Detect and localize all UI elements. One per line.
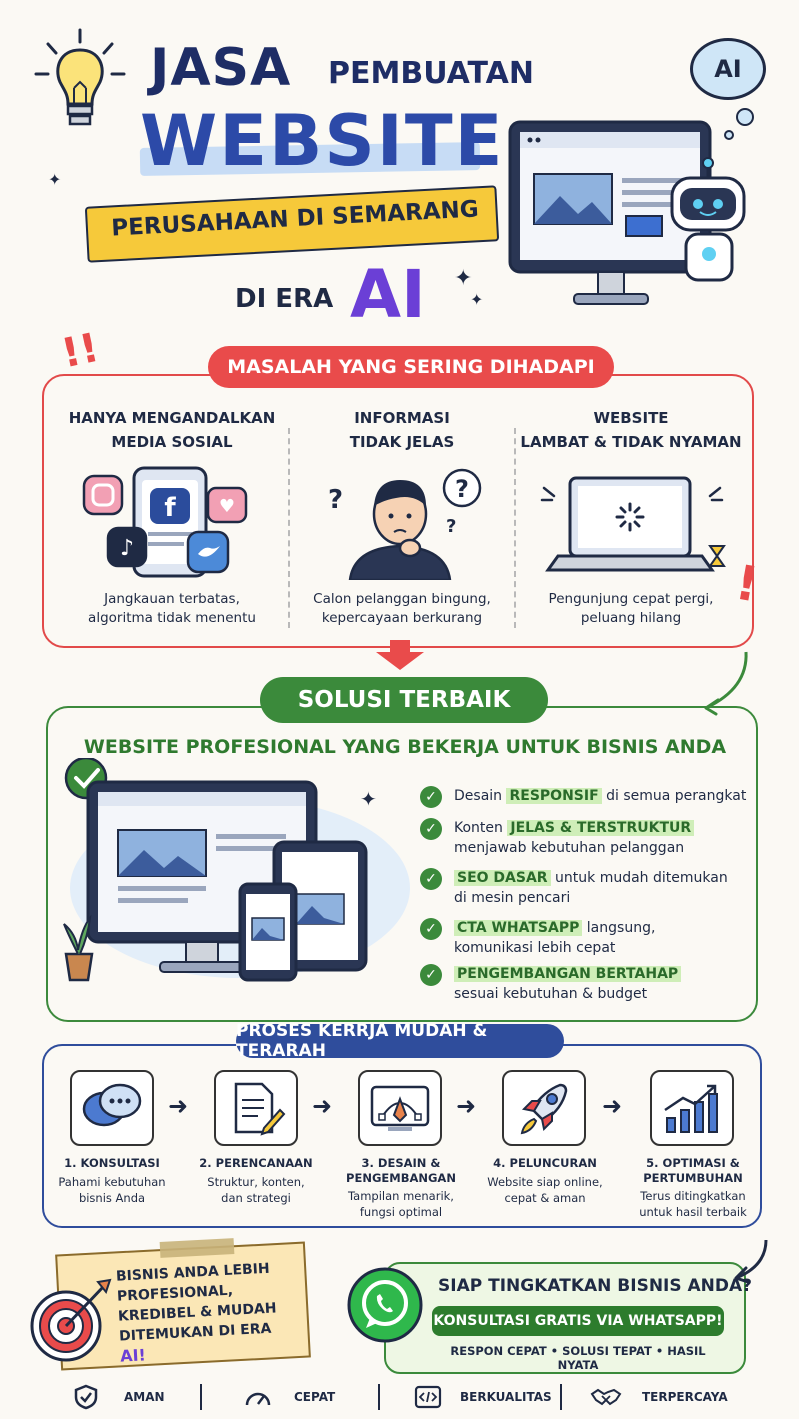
problem-2-title: [296, 406, 508, 454]
feature-2-pre: Konten: [454, 820, 508, 836]
alert-mark: !: [731, 554, 763, 614]
cta-question: SIAP TINGKATKAN BISNIS ANDA?: [438, 1276, 753, 1296]
feature-3-post: untuk mudah ditemukan: [550, 870, 728, 886]
check-icon: ✓: [420, 786, 442, 808]
lightbulb-icon: [30, 28, 130, 138]
note-line2: PROFESIONAL,: [116, 1282, 234, 1305]
handshake-icon: [590, 1386, 622, 1408]
code-icon: [414, 1385, 442, 1409]
feature-2-line2: menjawab kebutuhan pelanggan: [454, 840, 685, 856]
target-icon: [26, 1276, 118, 1368]
document-pencil-icon: [226, 1080, 286, 1136]
feature-1-post: di semua perangkat: [601, 788, 747, 804]
feature-3-line2: di mesin pencari: [454, 890, 571, 906]
step-3-desc-line1: Tampilan menarik,: [348, 1189, 454, 1203]
feature-item: [420, 818, 750, 858]
problems-divider: [514, 428, 516, 628]
footer-aman: AMAN: [124, 1390, 165, 1404]
solution-subtitle: WEBSITE PROFESIONAL YANG BEKERJA UNTUK BISNIS ANDA: [83, 736, 727, 758]
sparkle-icon: ✦: [470, 290, 484, 309]
svg-text:♪: ♪: [119, 536, 135, 561]
problem-1-title-line1: HANYA MENGANDALKAN: [68, 409, 276, 427]
svg-text:✦: ✦: [360, 787, 377, 811]
problem-2-desc-line1: Calon pelanggan bingung,: [313, 591, 491, 607]
problems-divider: [288, 428, 290, 628]
step-3-desc: [336, 1188, 466, 1220]
title-website: WEBSITE: [140, 100, 505, 182]
note-text: [115, 1257, 300, 1367]
down-arrow-icon: [372, 640, 428, 670]
step-1-desc-line2: bisnis Anda: [78, 1191, 146, 1205]
problem-1-desc-line1: Jangkauan terbatas,: [104, 591, 240, 607]
footer-divider: [200, 1384, 202, 1410]
step-5-desc-line2: untuk hasil terbaik: [639, 1205, 747, 1219]
rocket-icon: [516, 1079, 572, 1137]
svg-text:?: ?: [446, 516, 457, 537]
feature-item: [420, 868, 750, 908]
check-icon: ✓: [420, 818, 442, 840]
title-pembuatan: PEMBUATAN: [328, 56, 534, 91]
feature-1-pre: Desain: [454, 788, 507, 804]
title-jasa: JASA: [150, 38, 292, 98]
feature-4-line2: komunikasi lebih cepat: [454, 940, 616, 956]
arrow-right-icon: ➜: [602, 1092, 623, 1120]
check-icon: ✓: [420, 868, 442, 890]
feature-item: [420, 964, 750, 1004]
step-5-title-line2: PERTUMBUHAN: [643, 1171, 743, 1185]
step-2-icon-box: [214, 1070, 298, 1146]
step-3-title: [336, 1156, 466, 1186]
problem-1-title-line2: MEDIA SOSIAL: [111, 433, 233, 451]
problem-3-title: [520, 406, 742, 454]
check-icon: ✓: [420, 918, 442, 940]
feature-1-highlight: RESPONSIF: [506, 788, 601, 804]
feature-5-line2: sesuai kebutuhan & budget: [454, 986, 648, 1002]
feature-5-highlight: PENGEMBANGAN BERTAHAP: [454, 966, 681, 982]
step-3-title-line1: 3. DESAIN &: [361, 1156, 441, 1170]
step-5-title: [628, 1156, 758, 1186]
feature-3-highlight: SEO DASAR: [454, 870, 551, 886]
footer-terpercaya: TERPERCAYA: [642, 1390, 728, 1404]
note-line4: DITEMUKAN DI ERA: [118, 1320, 272, 1345]
step-1-desc-line1: Pahami kebutuhan: [58, 1175, 166, 1189]
step-5-icon-box: [650, 1070, 734, 1146]
footer-cepat: CEPAT: [294, 1390, 336, 1404]
slow-laptop-icon: [540, 470, 730, 580]
feature-item: [420, 786, 750, 806]
feature-item: [420, 918, 750, 958]
step-2-title-line1: 2. PERENCANAAN: [199, 1156, 313, 1170]
step-3-icon-box: [358, 1070, 442, 1146]
ai-speech-bubble: [690, 38, 766, 100]
responsive-devices-illustration: [60, 758, 410, 986]
confused-person-icon: [320, 466, 484, 580]
footer-item: [414, 1380, 552, 1414]
growth-chart-icon: [661, 1080, 723, 1136]
svg-text:f: f: [164, 493, 176, 523]
step-2-desc-line2: dan strategi: [221, 1191, 291, 1205]
sparkle-icon: ✦: [48, 170, 62, 189]
problem-2-desc: [296, 590, 508, 628]
feature-4-highlight: CTA WHATSAPP: [454, 920, 582, 936]
check-icon: ✓: [420, 964, 442, 986]
problems-title: MASALAH YANG SERING DIHADAPI: [208, 346, 614, 388]
speedometer-icon: [244, 1386, 272, 1408]
problem-3-title-line1: WEBSITE: [593, 409, 669, 427]
footer-item: [74, 1380, 165, 1414]
footer-divider: [560, 1384, 562, 1410]
footer-berkualitas: BERKUALITAS: [460, 1390, 552, 1404]
problem-3-title-line2: LAMBAT & TIDAK NYAMAN: [520, 433, 742, 451]
step-4-desc-line1: Website siap online,: [487, 1175, 603, 1189]
step-4-title-line1: 4. PELUNCURAN: [493, 1156, 597, 1170]
step-5-title-line1: 5. OPTIMASI &: [646, 1156, 740, 1170]
step-4-icon-box: [502, 1070, 586, 1146]
problem-3-desc-line1: Pengunjung cepat pergi,: [548, 591, 714, 607]
arrow-right-icon: ➜: [312, 1092, 333, 1120]
problem-3-desc-line2: peluang hilang: [580, 610, 682, 626]
ai-bubble-label: AI: [714, 55, 742, 83]
note-line1: BISNIS ANDA LEBIH: [115, 1260, 271, 1285]
monitor-robot-illustration: [504, 118, 774, 318]
shield-icon: [74, 1384, 98, 1410]
social-media-icons: [78, 466, 258, 580]
design-tool-icon: [368, 1081, 432, 1135]
step-2-desc: [194, 1174, 318, 1206]
problem-3-desc: [520, 590, 742, 628]
arrow-right-icon: ➜: [456, 1092, 477, 1120]
footer-item: [244, 1380, 335, 1414]
feature-2-highlight: JELAS & TERSTRUKTUR: [507, 820, 694, 836]
step-4-desc-line2: cepat & aman: [504, 1191, 586, 1205]
footer-item: [590, 1380, 728, 1414]
step-4-desc: [480, 1174, 610, 1206]
footer-divider: [378, 1384, 380, 1410]
note-line3: KREDIBEL & MUDAH: [117, 1300, 277, 1325]
process-title: PROSES KERRJA MUDAH & TERARAH: [236, 1024, 564, 1058]
problem-2-title-line2: TIDAK JELAS: [349, 433, 455, 451]
title-di-era: DI ERA: [235, 284, 334, 314]
solution-title: SOLUSI TERBAIK: [260, 677, 548, 723]
step-5-desc: [628, 1188, 758, 1220]
alert-marks: !!: [57, 324, 103, 378]
problem-1-title: [62, 406, 282, 454]
step-1-icon-box: [70, 1070, 154, 1146]
title-ai: AI: [350, 256, 426, 333]
step-1-desc: [52, 1174, 172, 1206]
step-1-title: [52, 1156, 172, 1171]
problem-1-desc-line2: algoritma tidak menentu: [88, 610, 256, 626]
chat-bubbles-icon: [80, 1081, 144, 1135]
whatsapp-consult-button[interactable]: KONSULTASI GRATIS VIA WHATSAPP!: [432, 1306, 724, 1336]
step-2-title: [194, 1156, 318, 1171]
problem-1-desc: [62, 590, 282, 628]
step-1-title-line1: 1. KONSULTASI: [64, 1156, 160, 1170]
step-4-title: [480, 1156, 610, 1171]
step-3-desc-line2: fungsi optimal: [359, 1205, 443, 1219]
note-ai: AI!: [119, 1345, 147, 1366]
svg-text:?: ?: [455, 475, 469, 503]
step-2-desc-line1: Struktur, konten,: [207, 1175, 305, 1189]
problem-2-title-line1: INFORMASI: [354, 409, 450, 427]
step-5-desc-line1: Terus ditingkatkan: [640, 1189, 746, 1203]
whatsapp-icon[interactable]: [346, 1266, 424, 1344]
sparkle-icon: ✦: [454, 266, 473, 291]
svg-text:?: ?: [328, 485, 344, 515]
title-perusahaan: PERUSAHAAN DI SEMARANG: [110, 196, 480, 242]
arrow-right-icon: ➜: [168, 1092, 189, 1120]
step-3-title-line2: PENGEMBANGAN: [346, 1171, 456, 1185]
cta-subtext: RESPON CEPAT • SOLUSI TEPAT • HASIL NYATA: [450, 1344, 706, 1372]
svg-text:♥: ♥: [218, 496, 236, 517]
feature-4-post: langsung,: [582, 920, 656, 936]
problem-2-desc-line2: kepercayaan berkurang: [321, 610, 483, 626]
